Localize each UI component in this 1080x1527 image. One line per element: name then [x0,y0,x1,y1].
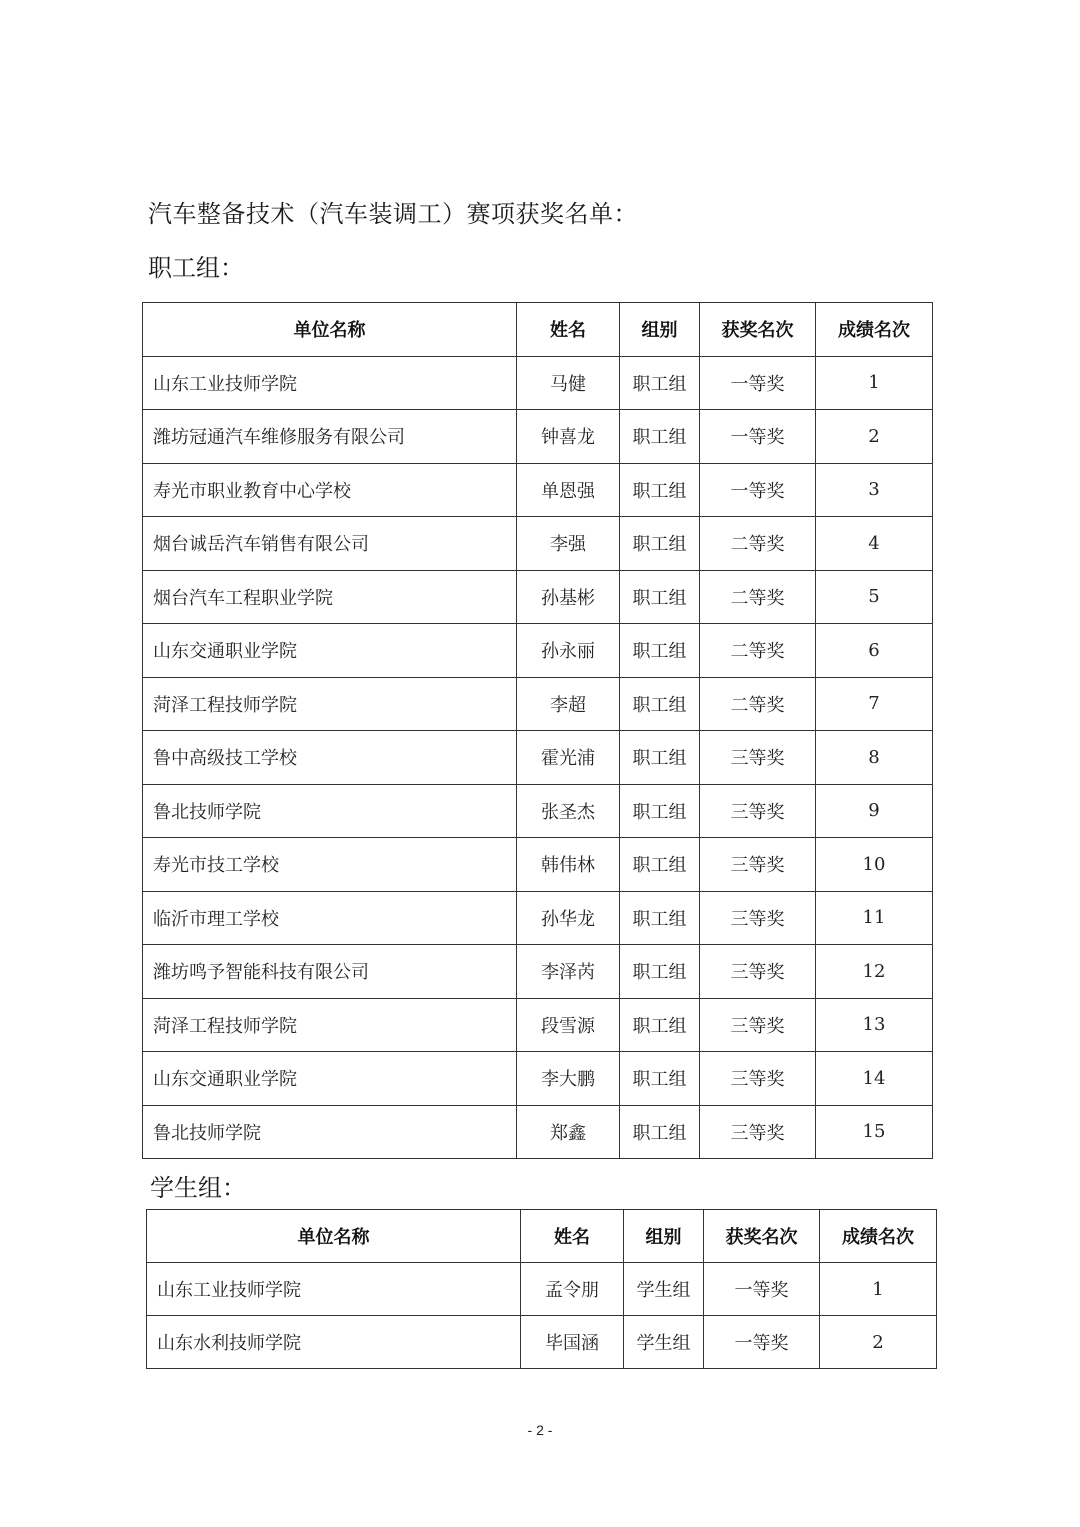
table-row [143,891,933,945]
cell-unit: 鲁中高级技工学校 [143,731,517,785]
cell-name: 郑鑫 [517,1105,620,1159]
column-header-award: 获奖名次 [704,1210,820,1263]
column-header-rank: 成绩名次 [816,303,933,357]
cell-rank: 3 [816,463,933,517]
column-header-group: 组别 [620,303,700,357]
column-header-rank: 成绩名次 [820,1210,937,1263]
cell-award: 三等奖 [700,945,816,999]
cell-award: 三等奖 [700,784,816,838]
cell-award: 一等奖 [700,410,816,464]
cell-group: 职工组 [620,356,700,410]
table-row [143,784,933,838]
cell-group: 职工组 [620,838,700,892]
cell-group: 职工组 [620,677,700,731]
cell-rank: 4 [816,517,933,571]
student-award-table [146,1209,937,1369]
cell-group: 职工组 [620,463,700,517]
table-row [143,356,933,410]
cell-rank: 11 [816,891,933,945]
cell-rank: 14 [816,1052,933,1106]
cell-rank: 13 [816,998,933,1052]
cell-rank: 2 [816,410,933,464]
cell-award: 二等奖 [700,517,816,571]
cell-unit: 潍坊冠通汽车维修服务有限公司 [143,410,517,464]
cell-rank: 7 [816,677,933,731]
cell-award: 三等奖 [700,998,816,1052]
table-header-row [147,1210,937,1263]
table-row [143,410,933,464]
cell-unit: 鲁北技师学院 [143,1105,517,1159]
cell-rank: 10 [816,838,933,892]
cell-unit: 烟台汽车工程职业学院 [143,570,517,624]
cell-group: 学生组 [624,1263,704,1316]
cell-rank: 9 [816,784,933,838]
table-row [143,463,933,517]
staff-award-table [142,302,933,1159]
page-number: - 2 - [527,1422,553,1438]
table-row [143,731,933,785]
cell-name: 韩伟林 [517,838,620,892]
table-row [147,1316,937,1369]
document-title: 汽车整备技术（汽车装调工）赛项获奖名单： [148,200,638,228]
cell-award: 一等奖 [700,356,816,410]
cell-unit: 菏泽工程技师学院 [143,677,517,731]
cell-rank: 6 [816,624,933,678]
cell-name: 孙永丽 [517,624,620,678]
cell-group: 职工组 [620,517,700,571]
cell-name: 李强 [517,517,620,571]
cell-group: 职工组 [620,1052,700,1106]
cell-name: 毕国涵 [521,1316,624,1369]
column-header-unit: 单位名称 [147,1210,521,1263]
cell-name: 张圣杰 [517,784,620,838]
cell-award: 二等奖 [700,570,816,624]
cell-group: 职工组 [620,1105,700,1159]
column-header-name: 姓名 [521,1210,624,1263]
cell-award: 三等奖 [700,1105,816,1159]
cell-rank: 8 [816,731,933,785]
cell-group: 职工组 [620,998,700,1052]
table-header-row [143,303,933,357]
cell-name: 李泽芮 [517,945,620,999]
cell-unit: 菏泽工程技师学院 [143,998,517,1052]
cell-name: 钟喜龙 [517,410,620,464]
cell-award: 三等奖 [700,731,816,785]
cell-award: 一等奖 [704,1263,820,1316]
cell-award: 三等奖 [700,891,816,945]
cell-group: 职工组 [620,891,700,945]
table-row [143,677,933,731]
table-row [143,998,933,1052]
column-header-group: 组别 [624,1210,704,1263]
cell-group: 职工组 [620,731,700,785]
table-row [143,1105,933,1159]
cell-name: 马健 [517,356,620,410]
cell-name: 单恩强 [517,463,620,517]
cell-group: 学生组 [624,1316,704,1369]
cell-rank: 1 [816,356,933,410]
cell-award: 三等奖 [700,838,816,892]
cell-unit: 烟台诚岳汽车销售有限公司 [143,517,517,571]
table-row [147,1263,937,1316]
cell-unit: 临沂市理工学校 [143,891,517,945]
cell-name: 段雪源 [517,998,620,1052]
cell-rank: 15 [816,1105,933,1159]
cell-name: 霍光浦 [517,731,620,785]
cell-group: 职工组 [620,410,700,464]
cell-group: 职工组 [620,570,700,624]
cell-name: 孙华龙 [517,891,620,945]
cell-award: 二等奖 [700,624,816,678]
column-header-award: 获奖名次 [700,303,816,357]
cell-unit: 山东交通职业学院 [143,1052,517,1106]
cell-rank: 1 [820,1263,937,1316]
cell-rank: 5 [816,570,933,624]
cell-name: 李超 [517,677,620,731]
table-row [143,624,933,678]
table-row [143,838,933,892]
cell-unit: 寿光市技工学校 [143,838,517,892]
staff-group-label: 职工组： [148,254,244,282]
table-row [143,517,933,571]
cell-group: 职工组 [620,784,700,838]
cell-unit: 山东交通职业学院 [143,624,517,678]
table-row [143,1052,933,1106]
cell-unit: 山东工业技师学院 [147,1263,521,1316]
cell-award: 一等奖 [700,463,816,517]
cell-name: 李大鹏 [517,1052,620,1106]
cell-unit: 鲁北技师学院 [143,784,517,838]
column-header-unit: 单位名称 [143,303,517,357]
cell-rank: 2 [820,1316,937,1369]
cell-rank: 12 [816,945,933,999]
cell-award: 三等奖 [700,1052,816,1106]
cell-group: 职工组 [620,624,700,678]
cell-award: 二等奖 [700,677,816,731]
cell-group: 职工组 [620,945,700,999]
cell-award: 一等奖 [704,1316,820,1369]
student-group-label: 学生组： [150,1174,246,1202]
column-header-name: 姓名 [517,303,620,357]
table-row [143,570,933,624]
cell-unit: 寿光市职业教育中心学校 [143,463,517,517]
cell-name: 孟令朋 [521,1263,624,1316]
cell-unit: 山东水利技师学院 [147,1316,521,1369]
cell-name: 孙基彬 [517,570,620,624]
cell-unit: 山东工业技师学院 [143,356,517,410]
table-row [143,945,933,999]
cell-unit: 潍坊鸣予智能科技有限公司 [143,945,517,999]
